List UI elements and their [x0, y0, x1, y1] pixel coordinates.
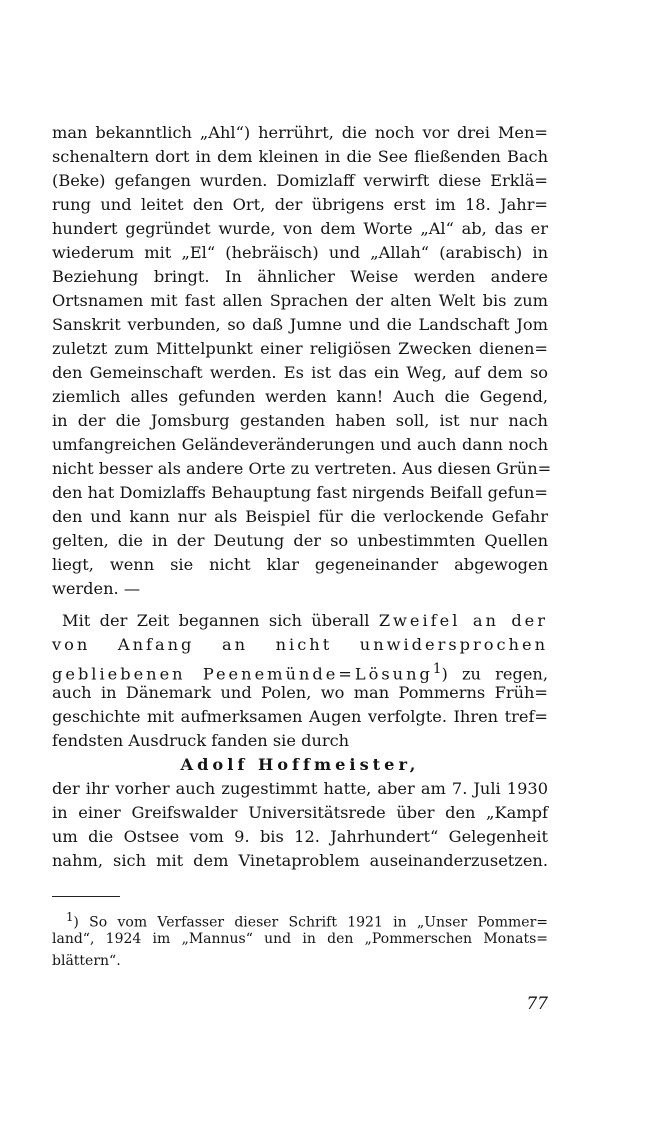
text-line: den hat Domizlaffs Behauptung fast nirgends Beifall gefun= — [52, 483, 548, 502]
paragraph-doubts — [52, 609, 548, 873]
text-line: Sanskrit verbunden, so daß Jumne und die Landschaft Jom — [52, 315, 548, 334]
text-line: man bekanntlich „Ahl“) herrührt, die noch vor drei Men= — [52, 123, 548, 142]
text-line: der ihr vorher auch zugestimmt hatte, aber am 7. Juli 1930 — [52, 779, 548, 798]
page-number: 77 — [526, 994, 548, 1014]
text-line: (Beke) gefangen wurden. Domizlaff verwirft diese Erklä= — [52, 171, 548, 190]
text-line: nahm, sich mit dem Vinetaproblem auseinanderzusetzen. — [52, 851, 548, 870]
footnote-marker: 1 — [66, 910, 74, 924]
text-line: den und kann nur als Beispiel für die verlockende Gefahr — [52, 507, 548, 526]
text-line: gelten, die in der Deutung der so unbestimmten Quellen — [52, 531, 548, 550]
text-line: liegt, wenn sie nicht klar gegeneinander abgewogen — [52, 555, 548, 574]
text-line: ziemlich alles gefunden werden kann! Auch die Gegend, — [52, 387, 548, 406]
text-run: ) So vom Verfasser dieser Schrift 1921 in „Unser Pommer= — [73, 914, 548, 931]
text-line — [52, 609, 548, 633]
footnote-line: land“, 1924 im „Mannus“ und in den „Pommerschen Monats= — [52, 931, 548, 947]
author-heading: Adolf Hoffmeister, — [180, 755, 420, 774]
footnote-line: blättern“. — [52, 953, 121, 969]
text-run: ) zu regen, — [441, 664, 548, 684]
text-line: in der die Jomsburg gestanden haben soll, ist nur nach — [52, 411, 548, 430]
text-line: fendsten Ausdruck fanden sie durch — [52, 731, 350, 750]
text-line: rung und leitet den Ort, der übrigens erst im 18. Jahr= — [52, 195, 548, 214]
text-line: von Anfang an nicht unwidersprochen — [52, 635, 548, 654]
text-line: Ortsnamen mit fast allen Sprachen der alten Welt bis zum — [52, 291, 548, 310]
paragraph-domizlaff — [52, 121, 552, 601]
emphasized-text: gebliebenen Peenemünde=Lösung — [52, 664, 433, 684]
text-line: nicht besser als andere Orte zu vertreten. Aus diesen Grün= — [52, 459, 552, 478]
emphasized-text: Zweifel an der — [378, 611, 548, 630]
footnote-reference: 1 — [432, 661, 442, 677]
footnote-line — [52, 906, 548, 931]
text-line — [52, 657, 548, 684]
text-run: Mit der Zeit begannen sich überall — [62, 611, 370, 630]
text-line: Beziehung bringt. In ähnlicher Weise werden andere — [52, 267, 548, 286]
text-line: wiederum mit „El“ (hebräisch) und „Allah“ (arabisch) in — [52, 243, 548, 262]
text-line: geschichte mit aufmerksamen Augen verfolgte. Ihren tref= — [52, 707, 548, 726]
text-line: den Gemeinschaft werden. Es ist das ein Weg, auf dem so — [52, 363, 548, 382]
text-line: auch in Dänemark und Polen, wo man Pommerns Früh= — [52, 683, 548, 702]
footnote-divider — [52, 896, 120, 897]
text-line: hundert gegründet wurde, von dem Worte „Al“ ab, das er — [52, 219, 548, 238]
text-line: in einer Greifswalder Universitätsrede über den „Kampf — [52, 803, 548, 822]
text-line: um die Ostsee vom 9. bis 12. Jahrhundert“ Gelegenheit — [52, 827, 548, 846]
text-line: schenaltern dort in dem kleinen in die See fließenden Bach — [52, 147, 548, 166]
footnote — [52, 906, 548, 972]
text-line: zuletzt zum Mittelpunkt einer religiösen Zwecken dienen= — [52, 339, 548, 358]
text-line: umfangreichen Geländeveränderungen und auch dann noch — [52, 435, 548, 454]
text-line: werden. — — [52, 579, 141, 598]
